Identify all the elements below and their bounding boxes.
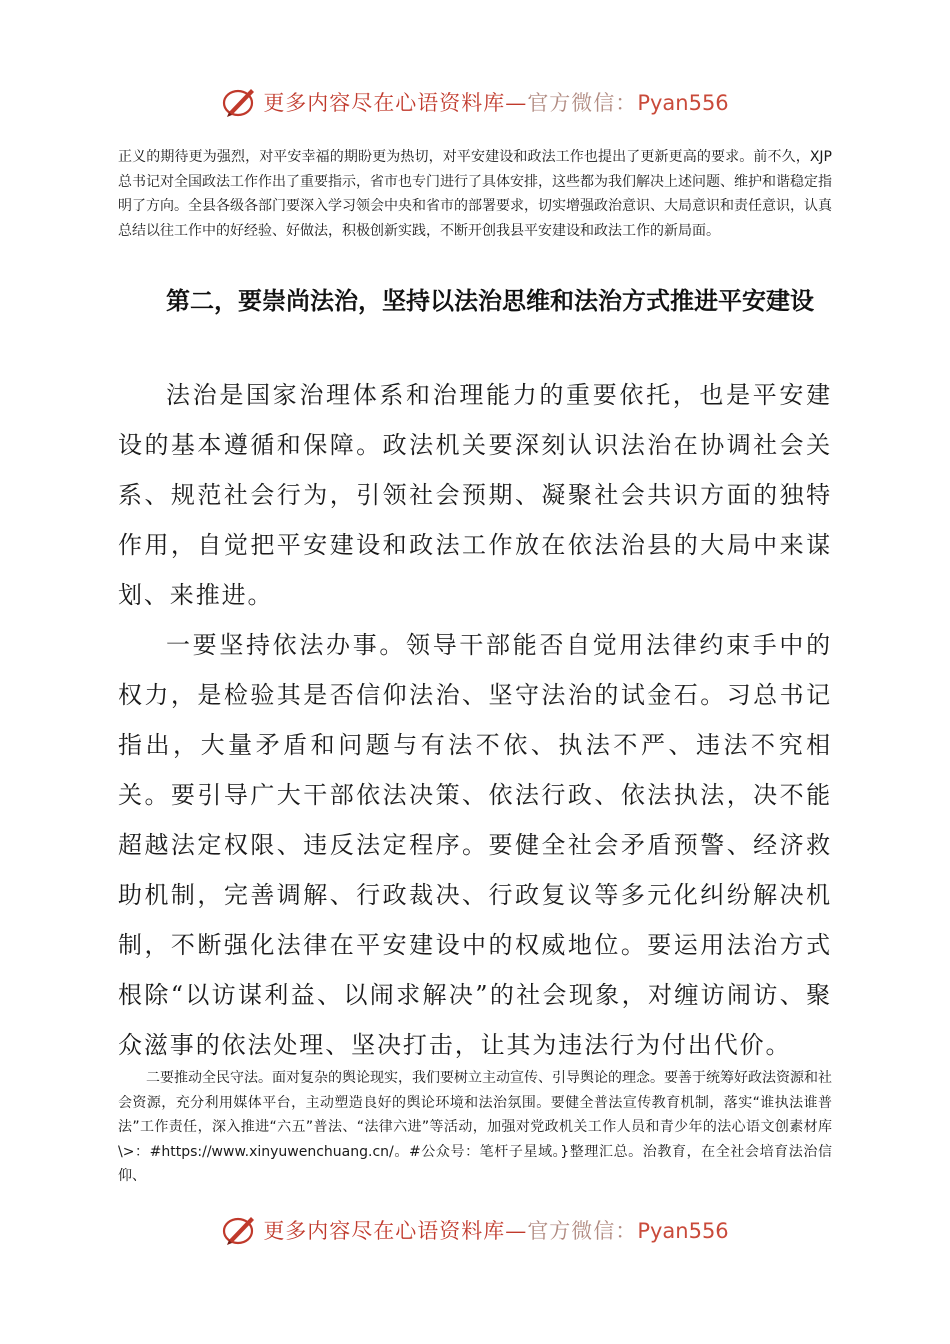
paragraph-intro: 正义的期待更为强烈，对平安幸福的期盼更为热切，对平安建设和政法工作也提出了更新更高的要求。前不久，XJP总书记对全国政法工作作出了重要指示，省市也专门进行了具体安排，这些都为我们解决上述问题、维护和谐稳定指明了方向。全县各级各部门要深入学习领会中央和省市的部署要求，切实增强政治意识、大局意识和责任意识，认真总结以往工作中的好经验、好做法，积极创新实践，不断开创我县平安建设和政法工作的新局面。: [118, 149, 832, 239]
section-heading: 第二，要崇尚法治，坚持以法治思维和法治方式推进平安建设: [166, 287, 814, 315]
footer-banner: [0, 1210, 950, 1250]
paragraph-lawful-handling: 一要坚持依法办事。领导干部能否自觉用法律约束手中的权力，是检验其是否信仰法治、坚守法治的试金石。习总书记指出，大量矛盾和问题与有法不依、执法不严、违法不究相关。要引导广大干部依法决策、依法行政、依法执法，决不能超越法定权限、违反法定程序。要健全社会矛盾预警、经济救助机制，完善调解、行政裁决、行政复议等多元化纠纷解决机制，不断强化法律在平安建设中的权威地位。要运用法治方式根除“以访谋利益、以闹求解决”的社会现象，对缠访闹访、聚众滋事的依法处理、坚决打击，让其为违法行为付出代价。: [118, 631, 832, 1059]
pen-logo-icon: [221, 84, 259, 120]
paragraph-universal-law-abiding: 二要推动全民守法。面对复杂的舆论现实，我们要树立主动宣传、引导舆论的理念。要善于统筹好政法资源和社会资源，充分利用媒体平台，主动塑造良好的舆论环境和法治氛围。要健全普法宣传教育机制，落实“谁执法谁普法”工作责任，深入推进“六五”普法、“法律六进”等活动，加强对党政机关工作人员和青少年的法心语文创素材库\>：#https://www.xinyuwenchuang.cn/。#公众号：笔杆子星域。}整理汇总。治教育，在全社会培育法治信仰、: [118, 1070, 832, 1185]
banner-text: 更多内容尽在心语资料库—官方微信：Pyan556: [263, 1219, 729, 1243]
pen-logo-icon: [221, 1212, 259, 1248]
paragraph-rule-of-law: 法治是国家治理体系和治理能力的重要依托，也是平安建设的基本遵循和保障。政法机关要深刻认识法治在协调社会关系、规范社会行为，引领社会预期、凝聚社会共识方面的独特作用，自觉把平安建设和政法工作放在依法治县的大局中来谋划、来推进。: [118, 381, 832, 609]
header-banner: [0, 82, 950, 122]
paragraph-wrapper: [118, 1066, 832, 1189]
banner-text: 更多内容尽在心语资料库—官方微信：Pyan556: [263, 91, 729, 115]
